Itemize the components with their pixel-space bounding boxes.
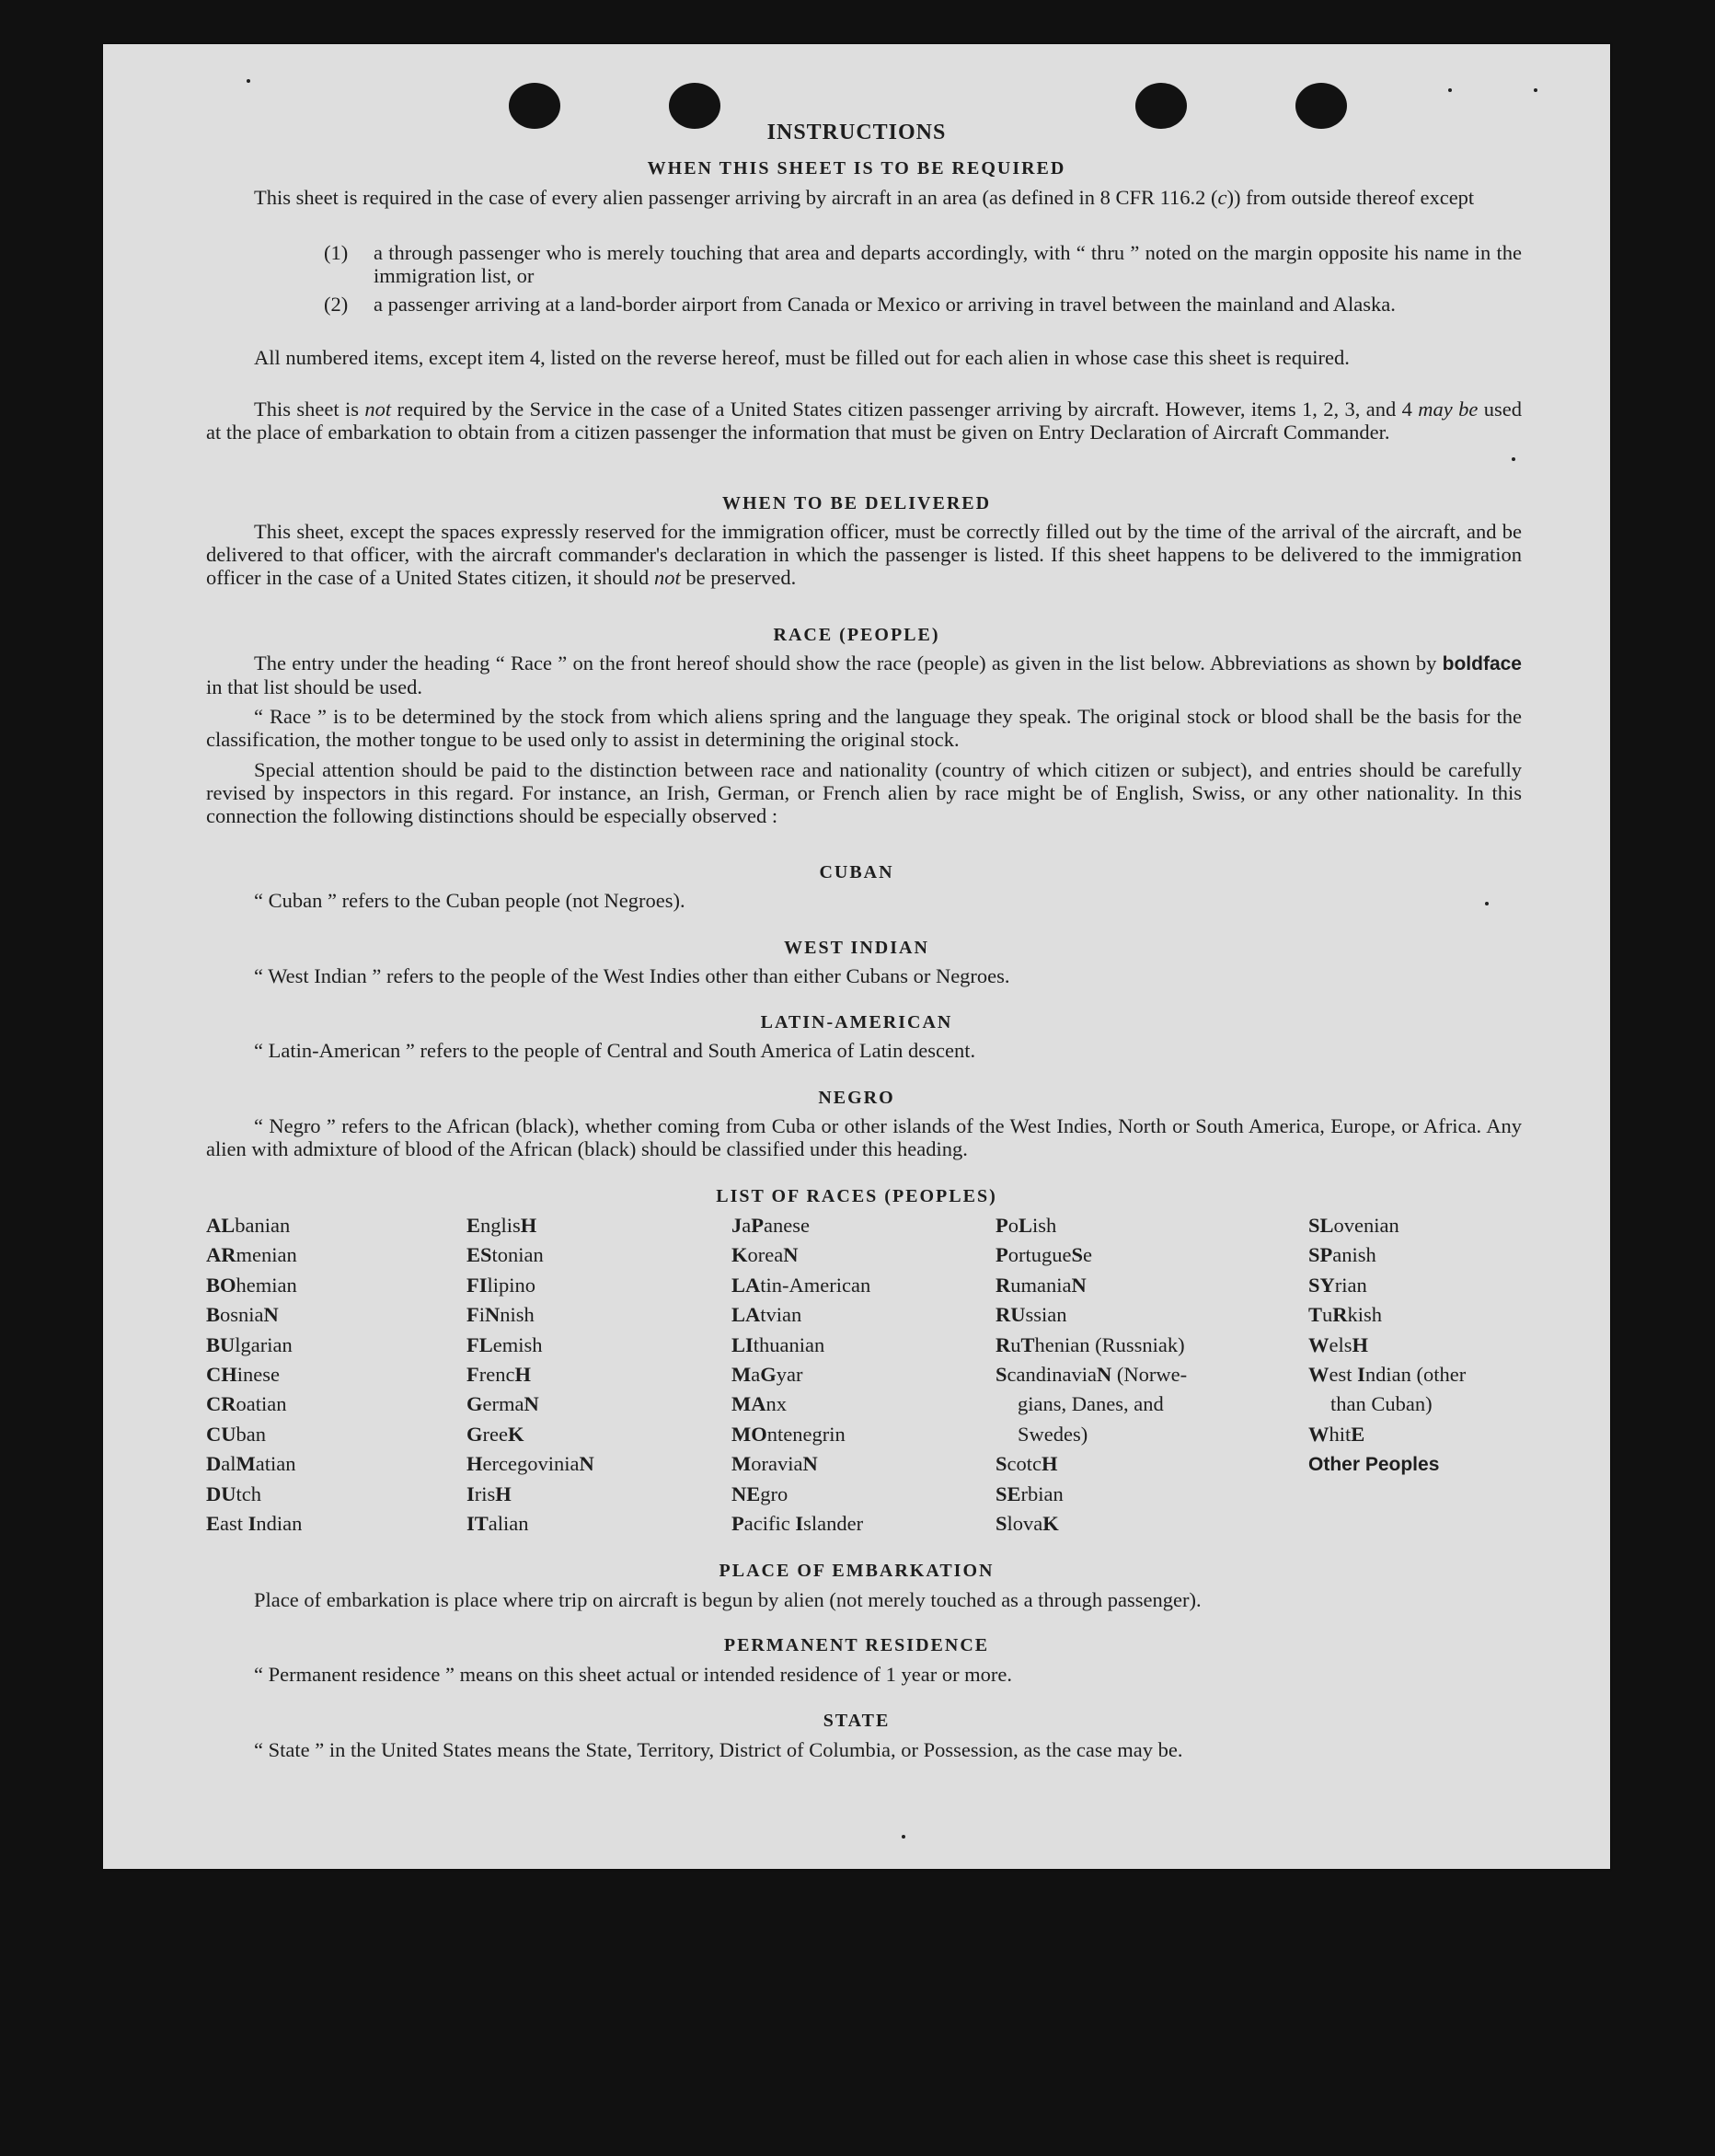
race-text: erma xyxy=(482,1392,524,1416)
race-abbreviation: I xyxy=(466,1482,475,1505)
race-text: lova xyxy=(1007,1512,1043,1536)
race-abbreviation: K xyxy=(507,1422,524,1446)
heading-permanent-residence: PERMANENT RESIDENCE xyxy=(723,1635,990,1655)
paragraph-latin-american: “ Latin-American ” refers to the people of Central and South America of Latin descent. xyxy=(254,1039,976,1062)
race-abbreviation: B xyxy=(206,1303,221,1327)
race-text: yar xyxy=(776,1363,803,1387)
race-abbreviation: NE xyxy=(731,1482,761,1505)
race-entry xyxy=(1308,1420,1466,1449)
race-abbreviation: MO xyxy=(731,1422,767,1446)
paragraph-race-entry: The entry under the heading “ Race ” on the front hereof should show the race (people) as given in the list below. Abbreviations as shown by boldface in that list should be used. xyxy=(206,651,1522,698)
race-abbreviation: N xyxy=(1071,1273,1087,1297)
race-text: ndian xyxy=(256,1512,303,1536)
race-entry xyxy=(731,1300,870,1330)
race-text: e xyxy=(1083,1243,1092,1267)
race-entry xyxy=(731,1271,870,1300)
race-text: nish xyxy=(500,1303,535,1327)
race-text: ris xyxy=(474,1482,496,1505)
race-abbreviation: SE xyxy=(996,1482,1021,1505)
race-text: anese xyxy=(764,1214,810,1237)
race-text: a xyxy=(742,1214,752,1237)
race-abbreviation: I xyxy=(795,1512,804,1536)
race-abbreviation: F xyxy=(466,1363,479,1387)
race-entry xyxy=(466,1300,594,1330)
race-entry xyxy=(1308,1271,1466,1300)
races-column-4 xyxy=(996,1211,1235,1539)
race-abbreviation: P xyxy=(731,1512,744,1536)
race-entry xyxy=(1308,1449,1466,1480)
dust-speck xyxy=(247,79,250,83)
race-entry xyxy=(996,1509,1235,1539)
race-entry xyxy=(466,1331,594,1360)
race-abbreviation: T xyxy=(1308,1303,1323,1327)
race-text: els xyxy=(1329,1332,1352,1356)
race-abbreviation: P xyxy=(751,1214,764,1237)
race-abbreviation: T xyxy=(1020,1332,1035,1356)
race-text: emish xyxy=(492,1332,543,1356)
race-abbreviation: LI xyxy=(731,1332,754,1356)
race-text: ovenian xyxy=(1333,1214,1399,1237)
race-abbreviation: R xyxy=(996,1273,1011,1297)
race-abbreviation: W xyxy=(1308,1422,1329,1446)
race-text: candinavia xyxy=(1007,1363,1097,1387)
race-entry xyxy=(466,1240,594,1270)
paragraph-required-intro: This sheet is required in the case of every alien passenger arriving by aircraft in an area (as defined in 8 CFR 116.2 (c)) from outside thereof except xyxy=(254,186,1475,209)
page-title: INSTRUCTIONS xyxy=(766,121,947,144)
race-abbreviation: SP xyxy=(1308,1243,1333,1267)
heading-when-required: WHEN THIS SHEET IS TO BE REQUIRED xyxy=(647,158,1066,179)
race-text: ercegovinia xyxy=(482,1452,580,1476)
dust-speck xyxy=(1485,902,1489,905)
race-abbreviation: K xyxy=(731,1243,748,1267)
race-abbreviation: CU xyxy=(206,1422,236,1446)
race-text: Swedes) xyxy=(1018,1422,1088,1446)
race-abbreviation: P xyxy=(996,1214,1008,1237)
race-abbreviation: ES xyxy=(466,1243,492,1267)
race-abbreviation: CH xyxy=(206,1363,237,1387)
race-text: tvian xyxy=(760,1303,802,1327)
race-abbreviation: IT xyxy=(466,1512,489,1536)
race-text: hemian xyxy=(236,1273,297,1297)
race-abbreviation: H xyxy=(495,1482,512,1505)
race-abbreviation: H xyxy=(466,1452,483,1476)
race-abbreviation: MA xyxy=(731,1392,766,1416)
race-text: than Cuban) xyxy=(1330,1392,1433,1416)
race-abbreviation: S xyxy=(1071,1243,1083,1267)
races-column-5 xyxy=(1308,1211,1466,1481)
dust-speck xyxy=(1512,457,1515,461)
race-abbreviation: E xyxy=(466,1214,481,1237)
race-entry xyxy=(731,1331,870,1360)
race-text: al xyxy=(221,1452,236,1476)
race-entry xyxy=(996,1331,1235,1360)
paragraph-race-stock: “ Race ” is to be determined by the stock from which aliens spring and the language they speak. The original stock or blood shall be the basis for the classification, the mother tongue to be used only to assist in determining the original stock. xyxy=(206,705,1522,751)
race-entry xyxy=(466,1360,594,1389)
race-abbreviation: G xyxy=(466,1422,483,1446)
race-abbreviation: L xyxy=(1019,1214,1033,1237)
race-abbreviation: H xyxy=(1042,1452,1058,1476)
race-abbreviation: W xyxy=(1308,1363,1329,1387)
race-abbreviation: N xyxy=(524,1392,539,1416)
race-entry xyxy=(206,1211,302,1240)
paragraph-residence: “ Permanent residence ” means on this sheet actual or intended residence of 1 year or more. xyxy=(254,1663,1013,1686)
document-page xyxy=(103,44,1610,1869)
race-entry xyxy=(1308,1331,1466,1360)
race-entry xyxy=(206,1389,302,1419)
list-item-exception-1: (1) a through passenger who is merely touching that area and departs accordingly, with “ thru ” noted on the margin opposite his name in the immigration list, or xyxy=(324,241,1522,287)
race-entry xyxy=(731,1240,870,1270)
race-abbreviation: E xyxy=(206,1512,221,1536)
race-entry xyxy=(731,1509,870,1539)
race-entry xyxy=(996,1300,1235,1330)
race-entry xyxy=(996,1420,1235,1449)
race-text: renc xyxy=(478,1363,515,1387)
race-abbreviation: N xyxy=(263,1303,279,1327)
race-abbreviation: FL xyxy=(466,1332,493,1356)
race-entry xyxy=(206,1509,302,1539)
race-text: rbian xyxy=(1020,1482,1064,1505)
race-abbreviation: K xyxy=(1042,1512,1059,1536)
race-abbreviation: LA xyxy=(731,1273,761,1297)
race-abbreviation: SL xyxy=(1308,1214,1334,1237)
race-entry xyxy=(206,1480,302,1509)
race-entry xyxy=(206,1240,302,1270)
paragraph-west-indian: “ West Indian ” refers to the people of the West Indies other than either Cubans or Negroes. xyxy=(254,964,1010,987)
race-text: orea xyxy=(747,1243,784,1267)
race-entry xyxy=(466,1480,594,1509)
race-entry xyxy=(206,1331,302,1360)
race-text: tch xyxy=(236,1482,261,1505)
race-entry xyxy=(466,1271,594,1300)
race-entry xyxy=(731,1480,870,1509)
race-abbreviation: Other Peoples xyxy=(1308,1454,1440,1476)
race-text: banian xyxy=(235,1214,291,1237)
paragraph-cuban: “ Cuban ” refers to the Cuban people (not Negroes). xyxy=(254,889,685,912)
race-entry xyxy=(466,1211,594,1240)
race-text: umania xyxy=(1010,1273,1072,1297)
race-text: tin-American xyxy=(760,1273,871,1297)
race-text: acific xyxy=(743,1512,796,1536)
race-text: est xyxy=(1329,1363,1358,1387)
race-abbreviation: AL xyxy=(206,1214,236,1237)
race-abbreviation: N xyxy=(579,1452,594,1476)
race-abbreviation: N xyxy=(783,1243,799,1267)
race-text: rian xyxy=(1334,1273,1367,1297)
race-text: o xyxy=(1007,1214,1019,1237)
race-entry xyxy=(1308,1360,1466,1389)
race-abbreviation: BO xyxy=(206,1273,236,1297)
race-text: ast xyxy=(220,1512,248,1536)
race-abbreviation: F xyxy=(466,1303,479,1327)
race-abbreviation: P xyxy=(996,1243,1008,1267)
race-abbreviation: R xyxy=(1332,1303,1348,1327)
race-entry xyxy=(466,1420,594,1449)
heading-when-delivered: WHEN TO BE DELIVERED xyxy=(721,493,992,513)
race-text: slander xyxy=(803,1512,864,1536)
race-entry xyxy=(466,1389,594,1419)
race-text: i xyxy=(478,1303,486,1327)
race-abbreviation: E xyxy=(1351,1422,1365,1446)
race-entry xyxy=(731,1389,870,1419)
race-abbreviation: I xyxy=(247,1512,257,1536)
race-text: inese xyxy=(236,1363,280,1387)
race-text: henian (Russniak) xyxy=(1034,1332,1185,1356)
race-text: lgarian xyxy=(235,1332,293,1356)
race-entry xyxy=(466,1509,594,1539)
heading-race: RACE (PEOPLE) xyxy=(773,625,940,645)
race-entry xyxy=(996,1480,1235,1509)
race-entry xyxy=(1308,1240,1466,1270)
race-text: u xyxy=(1322,1303,1333,1327)
heading-west-indian: WEST INDIAN xyxy=(784,938,929,958)
paragraph-negro: “ Negro ” refers to the African (black), whether coming from Cuba or other islands of the West Indies, North or South America, Europe, or Africa. Any alien with admixture of blood of the African (black) should be classified under this heading. xyxy=(206,1114,1522,1160)
race-abbreviation: N xyxy=(802,1452,818,1476)
race-text: ish xyxy=(1032,1214,1057,1237)
dust-speck xyxy=(1534,88,1537,92)
race-abbreviation: G xyxy=(760,1363,777,1387)
list-item-exception-2: (2) a passenger arriving at a land-border airport from Canada or Mexico or arriving in travel between the mainland and Alaska. xyxy=(324,293,1396,316)
race-text: a xyxy=(751,1363,761,1387)
race-entry xyxy=(206,1420,302,1449)
race-text: ntenegrin xyxy=(766,1422,846,1446)
race-abbreviation: H xyxy=(1352,1332,1369,1356)
race-text: ssian xyxy=(1025,1303,1067,1327)
heading-latin-american: LATIN-AMERICAN xyxy=(760,1012,953,1032)
race-text: nglis xyxy=(480,1214,521,1237)
race-abbreviation: FI xyxy=(466,1273,488,1297)
race-text: anish xyxy=(1332,1243,1376,1267)
races-column-1 xyxy=(206,1211,302,1539)
race-text: ndian (other xyxy=(1364,1363,1467,1387)
race-entry xyxy=(206,1300,302,1330)
race-entry xyxy=(731,1449,870,1479)
paragraph-citizen: This sheet is not required by the Service in the case of a United States citizen passenger arriving by aircraft. However, items 1, 2, 3, and 4 may be used at the place of embarkation to obtain from a citizen passenger the information that must be given on Entry Declaration of Aircraft Commander. xyxy=(206,398,1522,444)
race-abbreviation: H xyxy=(520,1214,537,1237)
race-text: menian xyxy=(236,1243,297,1267)
dust-speck xyxy=(1448,88,1452,92)
paragraph-race-distinction: Special attention should be paid to the distinction between race and nationality (country of which citizen or subject), and entries should be carefully revised by inspectors in this regard. For instance, an Irish, German, or French alien by race might be of English, Swiss, or any other nationality. In this connection the following distinctions should be especially observed : xyxy=(206,758,1522,827)
race-entry xyxy=(996,1211,1235,1240)
race-entry xyxy=(996,1240,1235,1270)
race-text: ree xyxy=(482,1422,508,1446)
race-abbreviation: DU xyxy=(206,1482,236,1505)
race-entry xyxy=(731,1360,870,1389)
race-abbreviation: M xyxy=(731,1452,752,1476)
race-text: nx xyxy=(765,1392,787,1416)
dust-speck xyxy=(902,1835,905,1839)
race-entry xyxy=(996,1360,1235,1389)
race-entry xyxy=(206,1271,302,1300)
paragraph-delivered: This sheet, except the spaces expressly reserved for the immigration officer, must be correctly filled out by the time of the arrival of the aircraft, and be delivered to that officer, with the aircraft commander's declaration in which the passenger is listed. If this sheet happens to be delivered to the immigration officer in the case of a United States citizen, it should not be preserved. xyxy=(206,520,1522,589)
races-column-2 xyxy=(466,1211,594,1539)
race-abbreviation: S xyxy=(996,1512,1007,1536)
race-entry xyxy=(996,1271,1235,1300)
paragraph-numbered-items: All numbered items, except item 4, listed on the reverse hereof, must be filled out for each alien in whose case this sheet is required. xyxy=(254,346,1350,369)
heading-list-of-races: LIST OF RACES (PEOPLES) xyxy=(716,1186,997,1206)
race-text: u xyxy=(1010,1332,1021,1356)
heading-state: STATE xyxy=(823,1711,891,1731)
race-text: (Norwe- xyxy=(1111,1363,1188,1387)
race-entry xyxy=(996,1389,1235,1419)
race-text: gro xyxy=(760,1482,788,1505)
race-text: ban xyxy=(236,1422,266,1446)
race-abbreviation: D xyxy=(206,1452,222,1476)
heading-cuban: CUBAN xyxy=(819,862,894,882)
race-text: osnia xyxy=(220,1303,264,1327)
race-entry xyxy=(731,1420,870,1449)
paragraph-state: “ State ” in the United States means the State, Territory, District of Columbia, or Possession, as the case may be. xyxy=(254,1738,1183,1761)
race-entry xyxy=(731,1211,870,1240)
race-abbreviation: R xyxy=(996,1332,1011,1356)
race-abbreviation: AR xyxy=(206,1243,236,1267)
race-abbreviation: I xyxy=(1357,1363,1365,1387)
heading-negro: NEGRO xyxy=(818,1088,895,1108)
race-abbreviation: SY xyxy=(1308,1273,1335,1297)
paragraph-embarkation: Place of embarkation is place where trip on aircraft is begun by alien (not merely touched as a through passenger). xyxy=(254,1588,1202,1611)
race-abbreviation: J xyxy=(731,1214,742,1237)
race-abbreviation: LA xyxy=(731,1303,761,1327)
race-abbreviation: W xyxy=(1308,1332,1329,1356)
race-entry xyxy=(466,1449,594,1479)
race-abbreviation: CR xyxy=(206,1392,236,1416)
race-entry xyxy=(206,1360,302,1389)
race-abbreviation: RU xyxy=(996,1303,1026,1327)
heading-place-of-embarkation: PLACE OF EMBARKATION xyxy=(719,1561,995,1581)
race-text: tonian xyxy=(491,1243,544,1267)
race-abbreviation: G xyxy=(466,1392,483,1416)
race-entry xyxy=(1308,1211,1466,1240)
race-abbreviation: M xyxy=(731,1363,752,1387)
race-abbreviation: H xyxy=(514,1363,531,1387)
race-abbreviation: M xyxy=(236,1452,256,1476)
race-text: alian xyxy=(488,1512,529,1536)
race-text: oravia xyxy=(751,1452,803,1476)
race-text: atian xyxy=(255,1452,296,1476)
race-text: lipino xyxy=(487,1273,536,1297)
race-text: hit xyxy=(1329,1422,1352,1446)
race-entry xyxy=(1308,1300,1466,1330)
race-entry xyxy=(206,1449,302,1479)
race-text: thuanian xyxy=(753,1332,825,1356)
race-text: oatian xyxy=(236,1392,287,1416)
race-entry xyxy=(996,1449,1235,1479)
race-text: kish xyxy=(1347,1303,1383,1327)
race-abbreviation: S xyxy=(996,1452,1007,1476)
race-abbreviation: N xyxy=(1096,1363,1112,1387)
races-column-3 xyxy=(731,1211,870,1539)
race-entry xyxy=(1308,1389,1466,1419)
race-abbreviation: BU xyxy=(206,1332,236,1356)
race-abbreviation: N xyxy=(485,1303,501,1327)
race-text: ortugue xyxy=(1007,1243,1072,1267)
race-text: gians, Danes, and xyxy=(1018,1392,1164,1416)
race-abbreviation: S xyxy=(996,1363,1007,1387)
race-text: cotc xyxy=(1007,1452,1042,1476)
